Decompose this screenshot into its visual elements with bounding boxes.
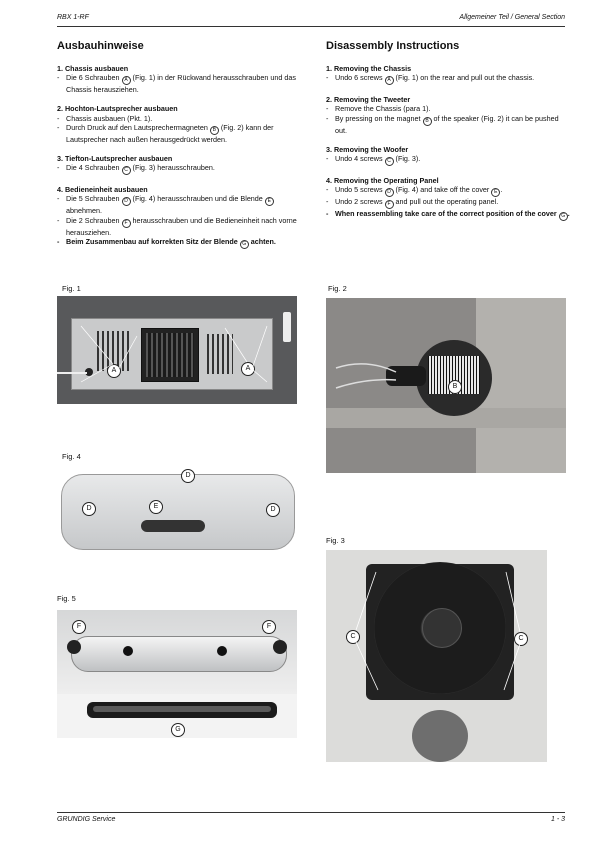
screw-head bbox=[67, 640, 81, 654]
german-step-2 bbox=[57, 104, 302, 144]
fig5-photo bbox=[57, 610, 297, 738]
header-model: RBX 1-RF bbox=[57, 14, 89, 21]
header-section: Allgemeiner Teil / General Section bbox=[459, 14, 565, 21]
english-title: Disassembly Instructions bbox=[326, 40, 460, 52]
callout-a: A bbox=[107, 364, 121, 378]
german-instructions bbox=[57, 40, 302, 259]
callout-marker: C bbox=[122, 166, 131, 175]
list-item: - Undo 4 screws C (Fig. 3). bbox=[326, 154, 421, 165]
list-item: - Die 2 Schrauben F herausschrauben und die Bedieneinheit nach vorne herausziehen. bbox=[57, 215, 297, 237]
step-title: 4. Removing the Operating Panel bbox=[326, 176, 439, 186]
callout-e: E bbox=[149, 500, 163, 514]
fig2-label: Fig. 2 bbox=[328, 284, 347, 293]
callout-d: D bbox=[82, 502, 96, 516]
callout-marker: G bbox=[559, 212, 568, 221]
callout-marker: B bbox=[423, 117, 432, 126]
list-item: - Die 6 Schrauben A (Fig. 1) in der Rückwand herausschrauben und das Chassis herausziehen. bbox=[57, 73, 296, 95]
english-step-4 bbox=[326, 176, 571, 221]
callout-f: F bbox=[72, 620, 86, 634]
step-title: 1. Chassis ausbauen bbox=[57, 64, 129, 73]
callout-marker: E bbox=[491, 188, 500, 197]
list-item: - When reassembling take care of the correct position of the cover G . bbox=[326, 209, 570, 220]
german-step-3 bbox=[57, 154, 302, 175]
english-step-2 bbox=[326, 95, 571, 135]
panel-cover bbox=[61, 474, 295, 550]
control-strip bbox=[141, 520, 205, 532]
step-title: 3. Removing the Woofer bbox=[326, 144, 409, 154]
list-item: - Die 5 Schrauben D (Fig. 4) herausschrauben und die Blende E abnehmen. bbox=[57, 194, 302, 215]
operating-panel bbox=[71, 636, 287, 672]
callout-f: F bbox=[262, 620, 276, 634]
german-step-4 bbox=[57, 185, 302, 249]
fig1-label: Fig. 1 bbox=[62, 284, 81, 293]
fig5-label: Fig. 5 bbox=[57, 594, 76, 603]
list-item: - Chassis ausbauen (Pkt. 1). bbox=[57, 113, 153, 123]
fig3-photo bbox=[326, 550, 547, 762]
english-step-3 bbox=[326, 145, 571, 166]
callout-d: D bbox=[181, 469, 195, 483]
list-item: - Undo 6 screws A (Fig. 1) on the rear and pull out the chassis. bbox=[326, 73, 535, 84]
wires bbox=[326, 298, 566, 473]
list-item: - Die 4 Schrauben C (Fig. 3) herausschrauben. bbox=[57, 163, 215, 174]
callout-b: B bbox=[448, 380, 462, 394]
callout-marker: C bbox=[385, 157, 394, 166]
callout-marker: D bbox=[385, 188, 394, 197]
callout-c: C bbox=[514, 632, 528, 646]
fig4-photo bbox=[57, 468, 297, 554]
page-footer bbox=[57, 812, 565, 827]
list-item: - Undo 5 screws D (Fig. 4) and take off the cover E . bbox=[326, 185, 503, 196]
fig1-photo bbox=[57, 296, 297, 404]
screw-head bbox=[273, 640, 287, 654]
fig3-label: Fig. 3 bbox=[326, 536, 345, 545]
step-title: 3. Tiefton-Lautsprecher ausbauen bbox=[57, 154, 173, 164]
footer-brand: GRUNDIG Service bbox=[57, 816, 116, 823]
callout-marker: E bbox=[265, 197, 274, 206]
german-title: Ausbauhinweise bbox=[57, 40, 144, 52]
leader-lines bbox=[57, 296, 297, 404]
step-title: 4. Bedieneinheit ausbauen bbox=[57, 185, 148, 195]
cover-frame bbox=[87, 702, 277, 718]
callout-a: A bbox=[241, 362, 255, 376]
list-item: - Remove the Chassis (para 1). bbox=[326, 104, 431, 114]
leader-lines bbox=[326, 550, 547, 762]
knob bbox=[217, 646, 227, 656]
list-item: - Durch Druck auf den Lautsprechermagneten B (Fig. 2) kann der Lautsprecher nach außen herausgedrückt werden. bbox=[57, 122, 274, 144]
step-title: 2. Hochton-Lautsprecher ausbauen bbox=[57, 104, 178, 114]
page-number: 1 - 3 bbox=[550, 816, 565, 823]
callout-marker: G bbox=[240, 240, 249, 249]
list-item: - By pressing on the magnet B of the speaker (Fig. 2) it can be pushed out. bbox=[326, 113, 559, 135]
callout-d: D bbox=[266, 503, 280, 517]
step-title: 1. Removing the Chassis bbox=[326, 64, 412, 73]
knob bbox=[123, 646, 133, 656]
german-step-1 bbox=[57, 64, 302, 94]
fig4-label: Fig. 4 bbox=[62, 452, 81, 461]
callout-marker: B bbox=[210, 126, 219, 135]
callout-marker: A bbox=[122, 76, 131, 85]
step-title: 2. Removing the Tweeter bbox=[326, 95, 411, 105]
english-instructions bbox=[326, 40, 571, 231]
callout-c: C bbox=[346, 630, 360, 644]
page-header bbox=[57, 12, 565, 27]
callout-marker: F bbox=[385, 200, 394, 209]
english-step-1 bbox=[326, 64, 571, 85]
callout-marker: F bbox=[122, 219, 131, 228]
callout-marker: D bbox=[122, 197, 131, 206]
list-item: - Beim Zusammenbau auf korrekten Sitz der Blende G achten. bbox=[57, 236, 276, 247]
list-item: - Undo 2 screws F and pull out the operating panel. bbox=[326, 197, 499, 208]
callout-marker: A bbox=[385, 76, 394, 85]
callout-g: G bbox=[171, 723, 185, 737]
fig2-photo bbox=[326, 298, 566, 473]
